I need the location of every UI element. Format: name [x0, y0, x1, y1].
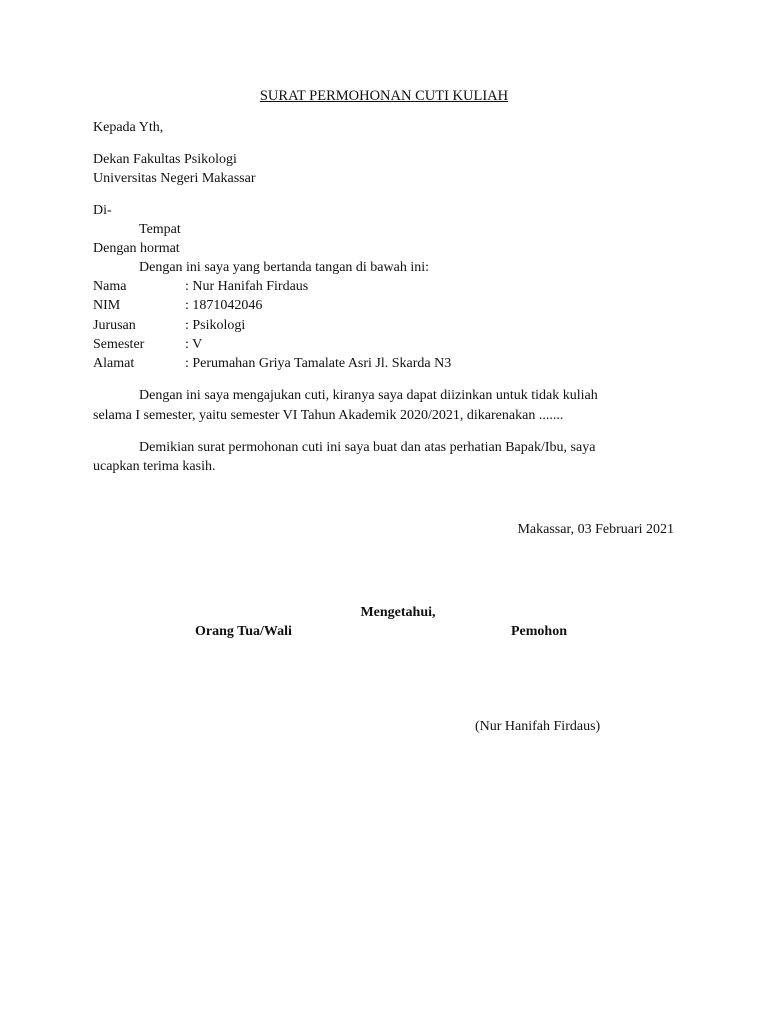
intro-line: Dengan ini saya yang bertanda tangan di bawah ini:	[139, 260, 430, 275]
letter-title: SURAT PERMOHONAN CUTI KULIAH	[259, 88, 509, 104]
recipient-line-1: Dekan Fakultas Psikologi	[93, 152, 237, 167]
field-value-nama: : Nur Hanifah Firdaus	[185, 279, 309, 294]
closing-paragraph-line-1: Demikian surat permohonan cuti ini saya buat dan atas perhatian Bapak/Ibu, saya	[139, 440, 596, 455]
field-label-nama: Nama	[93, 279, 127, 294]
field-value-alamat: : Perumahan Griya Tamalate Asri Jl. Skarda N3	[185, 356, 452, 371]
applicant-name: (Nur Hanifah Firdaus)	[475, 719, 601, 734]
field-label-jurusan: Jurusan	[93, 318, 136, 333]
applicant-signature-label: Pemohon	[511, 624, 567, 639]
acknowledged-label: Mengetahui,	[360, 605, 436, 620]
salutation: Kepada Yth,	[93, 120, 164, 135]
place-date: Makassar, 03 Februari 2021	[517, 522, 674, 537]
parent-signature-label: Orang Tua/Wali	[195, 624, 292, 639]
closing-paragraph-line-2: ucapkan terima kasih.	[93, 459, 216, 474]
greeting: Dengan hormat	[93, 241, 180, 256]
di-label: Di-	[93, 203, 112, 218]
field-value-semester: : V	[185, 337, 203, 352]
body-paragraph-line-1: Dengan ini saya mengajukan cuti, kiranya saya dapat diizinkan untuk tidak kuliah	[139, 388, 598, 403]
recipient-line-2: Universitas Negeri Makassar	[93, 171, 256, 186]
field-label-alamat: Alamat	[93, 356, 135, 371]
field-value-jurusan: : Psikologi	[185, 318, 246, 333]
field-label-nim: NIM	[93, 298, 121, 313]
field-label-semester: Semester	[93, 337, 145, 352]
tempat-label: Tempat	[139, 222, 181, 237]
field-value-nim: : 1871042046	[185, 298, 263, 313]
body-paragraph-line-2: selama I semester, yaitu semester VI Tahun Akademik 2020/2021, dikarenakan .......	[93, 408, 564, 423]
